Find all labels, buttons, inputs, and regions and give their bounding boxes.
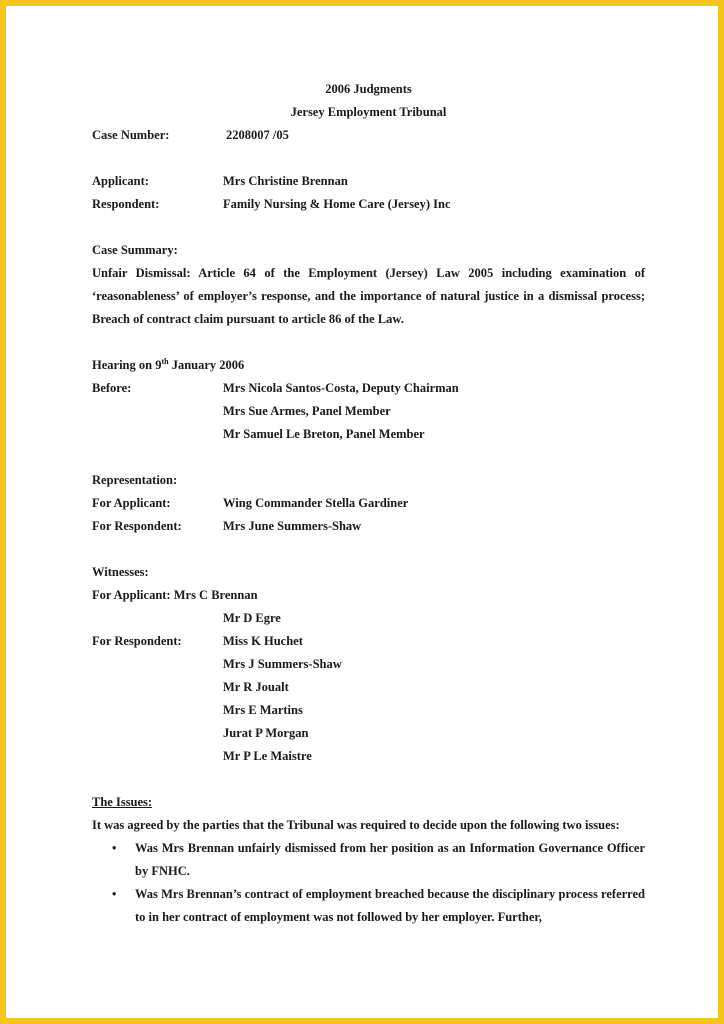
rep-applicant-label: For Applicant: [92,496,171,510]
document-body [92,78,645,929]
witness-applicant-line: For Applicant: Mrs C Brennan [92,588,258,602]
respondent-label: Respondent: [92,197,160,211]
rep-applicant-row [92,492,645,515]
panel-member: Mrs Nicola Santos-Costa, Deputy Chairman [223,381,459,395]
issues-heading: The Issues: [92,795,153,809]
witness-name: Miss K Huchet [223,634,303,648]
applicant-row [92,170,645,193]
hearing-prefix: Hearing on 9 [92,358,162,372]
witness-name: Mr R Joualt [223,680,289,694]
issues-list [92,837,645,929]
panel-member: Mrs Sue Armes, Panel Member [223,404,391,418]
hearing-suffix: January 2006 [168,358,245,372]
witness-name: Mrs J Summers-Shaw [223,657,342,671]
bullet-icon: • [112,887,117,901]
bullet-icon: • [112,841,117,855]
issue-text: Was Mrs Brennan unfairly dismissed from her position as an Information Governance Officer by FNHC. [135,841,645,878]
header-year: 2006 Judgments [325,82,412,96]
applicant-value: Mrs Christine Brennan [223,174,348,188]
rep-respondent-value: Mrs June Summers-Shaw [223,519,362,533]
witness-name: Mr D Egre [223,611,281,625]
case-number-value: 2208007 /05 [226,128,289,142]
witness-name: Jurat P Morgan [223,726,309,740]
case-number-label: Case Number: [92,128,170,142]
witness-name: Mrs E Martins [223,703,303,717]
respondent-row [92,193,645,216]
rep-respondent-row [92,515,645,538]
issues-intro: It was agreed by the parties that the Tribunal was required to decide upon the following two issues: [92,818,620,832]
issue-text: Was Mrs Brennan’s contract of employment breached because the disciplinary process referred to in her contract of employment was not followed by her employer. Further, [135,887,645,924]
representation-heading: Representation: [92,473,178,487]
hearing-ordinal: th [161,356,169,366]
case-summary-heading: Case Summary: [92,243,178,257]
before-label: Before: [92,381,132,395]
before-row [92,377,645,400]
witness-name: Mr P Le Maistre [223,749,312,763]
applicant-label: Applicant: [92,174,149,188]
issue-item [92,837,645,883]
issue-item [92,883,645,929]
rep-applicant-value: Wing Commander Stella Gardiner [223,496,409,510]
case-summary-text: Unfair Dismissal: Article 64 of the Employment (Jersey) Law 2005 including examination of ‘reasonableness’ of employer’s response, and the importance of natural justice in a dismissal process; Breach of contract claim pursuant to article 86 of the Law. [92,266,645,326]
witnesses-heading: Witnesses: [92,565,149,579]
hearing-date [92,354,645,377]
header-tribunal: Jersey Employment Tribunal [290,105,447,119]
panel-member: Mr Samuel Le Breton, Panel Member [223,427,425,441]
case-number-row [92,124,645,147]
respondent-value: Family Nursing & Home Care (Jersey) Inc [223,197,451,211]
witness-respondent-label: For Respondent: [92,634,182,648]
rep-respondent-label: For Respondent: [92,519,182,533]
witness-respondent-row [92,630,645,653]
